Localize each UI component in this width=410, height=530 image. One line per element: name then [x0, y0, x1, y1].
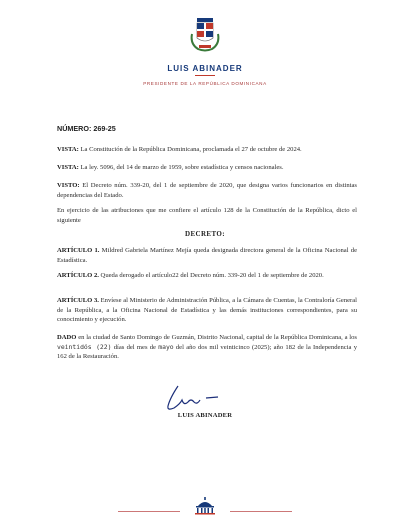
dado-month: mayo — [158, 342, 174, 351]
footer-divider-left — [118, 511, 180, 512]
preamble: En ejercicio de las atribuciones que me confiere el artículo 128 de la Constitución de la República, dicto el siguiente — [57, 207, 357, 224]
article-3 — [57, 296, 357, 325]
dado-text: en la ciudad de Santo Domingo de Guzmán, Distrito Nacional, capital de la República Dominicana, a los — [76, 334, 357, 341]
article-text: Envíese al Ministerio de Administración Pública, a la Cámara de Cuentas, la Contraloría General de la República, a la Oficina Nacional de Estadística y las demás instituciones correspondientes, para su conocimiento y ejecución. — [57, 297, 357, 324]
vista-text: La ley. 5096, del 14 de marzo de 1959, sobre estadística y censos nacionales. — [78, 164, 284, 171]
vista-label: VISTA: — [57, 164, 79, 171]
visto-label: VISTO: — [57, 182, 80, 189]
article-text: Queda derogado el artículo22 del Decreto núm. 339-20 del 1 de septiembre de 2020. — [98, 272, 324, 279]
coat-of-arms-icon — [188, 14, 222, 52]
article-2 — [57, 271, 357, 281]
header-subtitle: PRESIDENTE DE LA REPÚBLICA DOMINICANA — [143, 81, 267, 86]
header-divider — [195, 75, 215, 76]
header-name: LUIS ABINADER — [167, 64, 243, 73]
dado-paragraph — [57, 333, 357, 362]
signatory-name: LUIS ABINADER — [177, 412, 233, 419]
decree-number: NÚMERO: 269-25 — [57, 124, 116, 133]
footer-divider-right — [230, 511, 292, 512]
vista-law — [57, 163, 357, 173]
dado-text: del año dos mil veinticinco (2025); año 182 de la Independencia y 162 de la Restauración. — [57, 343, 357, 361]
dado-label: DADO — [57, 334, 77, 341]
dado-day: veintidós (22) — [57, 342, 112, 351]
dado-text: días del mes de — [111, 343, 159, 351]
visto-text: El Decreto núm. 339-20, del 1 de septiembre de 2020, que designa varios funcionarios en distintas dependencias del Estado. — [57, 182, 357, 199]
article-label: ARTÍCULO 1. — [57, 247, 100, 254]
article-1 — [57, 246, 357, 265]
article-label: ARTÍCULO 2. — [57, 272, 99, 279]
decree-title: DECRETO: — [184, 230, 226, 238]
visto-decree — [57, 181, 357, 200]
vista-constitution — [57, 145, 357, 155]
vista-text: La Constitución de la República Dominicana, proclamada el 27 de octubre de 2024. — [78, 146, 302, 153]
article-label: ARTÍCULO 3. — [57, 297, 99, 304]
article-text: Mildred Gabriela Martínez Mejía queda designada directora general de la Oficina Nacional de Estadística. — [57, 247, 357, 264]
national-palace-icon — [193, 497, 217, 515]
signature-icon — [160, 380, 240, 414]
vista-label: VISTA: — [57, 146, 79, 153]
